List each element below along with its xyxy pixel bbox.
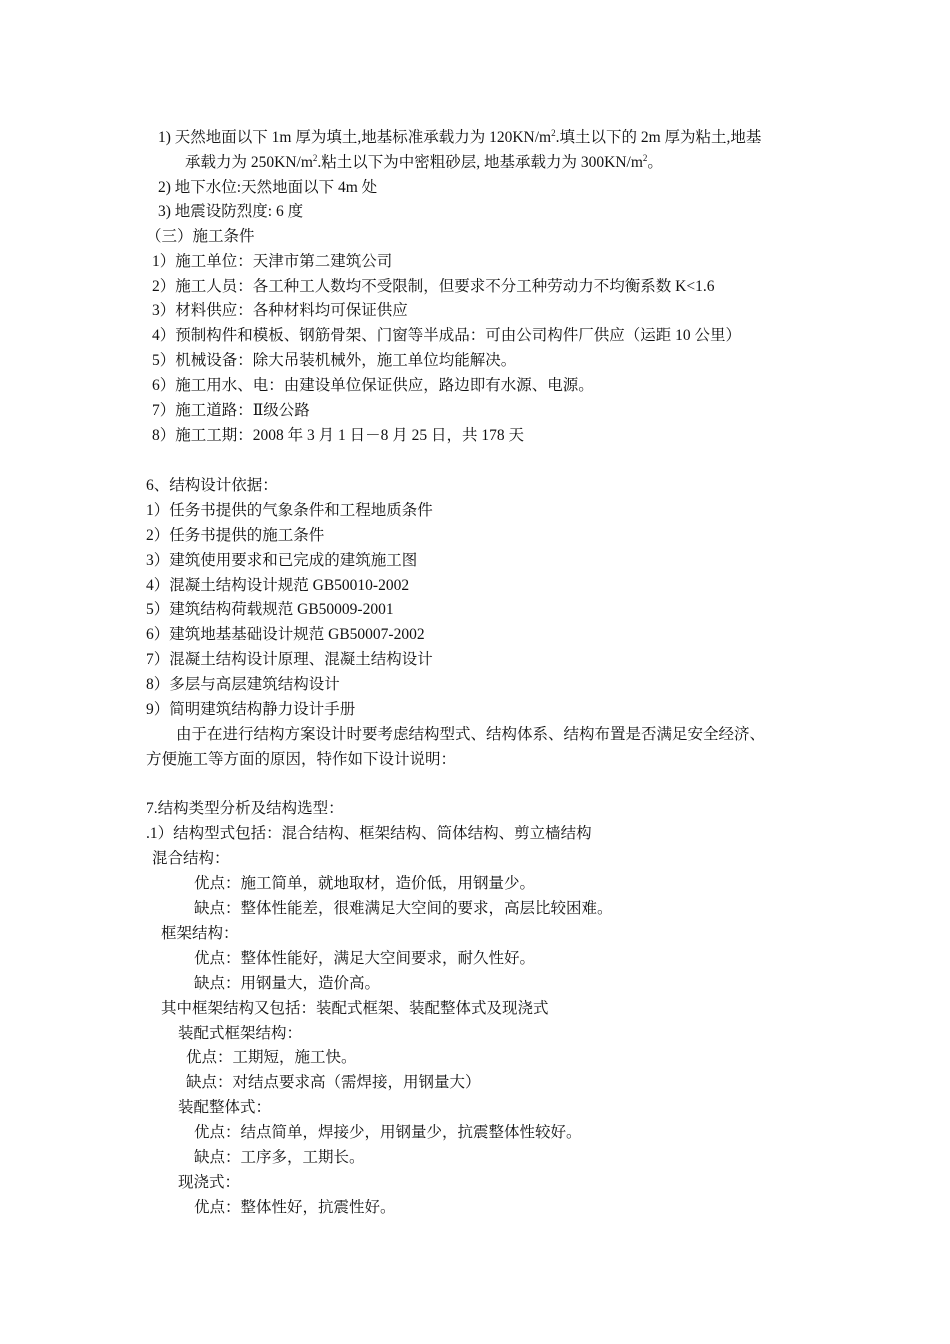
geology-item-2: 2) 地下水位:天然地面以下 4m 处 [158,179,378,196]
structure-type-intro: .1）结构型式包括：混合结构、框架结构、筒体结构、剪立樯结构 [146,825,592,842]
construction-condition-item: 7）施工道路：Ⅱ级公路 [152,402,310,419]
design-basis-item: 7）混凝土结构设计原理、混凝土结构设计 [146,651,433,668]
structure-type-heading: 7.结构类型分析及结构选型： [146,800,344,817]
mixed-structure-con: 缺点：整体性能差，很难满足大空间的要求，高层比较困难。 [194,900,613,917]
frame-structure-con: 缺点：用钢量大，造价高。 [194,975,381,992]
mixed-structure-title: 混合结构： [152,850,230,867]
integral-assembly-pro: 优点：结点简单，焊接少，用钢量少，抗震整体性较好。 [194,1124,582,1141]
construction-condition-item: 4）预制构件和模板、钢筋骨架、门窗等半成品：可由公司构件厂供应（运距 10 公里） [152,327,742,344]
construction-condition-item: 8）施工工期：2008 年 3 月 1 日－8 月 25 日，共 178 天 [152,427,525,444]
design-basis-item: 5）建筑结构荷载规范 GB50009-2001 [146,601,394,618]
design-basis-item: 9）简明建筑结构静力设计手册 [146,701,356,718]
design-basis-item: 6）建筑地基基础设计规范 GB50007-2002 [146,626,425,643]
prefab-frame-title: 装配式框架结构： [178,1025,303,1042]
construction-condition-item: 5）机械设备：除大吊装机械外，施工单位均能解决。 [152,352,517,369]
construction-condition-item: 3）材料供应：各种材料均可保证供应 [152,302,408,319]
frame-types-line: 其中框架结构又包括：装配式框架、装配整体式及现浇式 [161,1000,549,1017]
design-basis-paragraph-line-2: 方便施工等方面的原因，特作如下设计说明： [146,751,457,768]
design-basis-item: 2）任务书提供的施工条件 [146,527,325,544]
construction-condition-item: 1）施工单位：天津市第二建筑公司 [152,253,393,270]
design-basis-item: 3）建筑使用要求和已完成的建筑施工图 [146,552,418,569]
design-basis-paragraph-line-1: 由于在进行结构方案设计时要考虑结构型式、结构体系、结构布置是否满足安全经济、 [176,726,766,743]
geology-item-1-line-2: 承载力为 $250KN/m^2$.粘土以下为中密粗砂层, 地基承载力为 $300KN/m^2$。 [185,153,663,171]
design-basis-item: 4）混凝土结构设计规范 GB50010-2002 [146,577,410,594]
construction-condition-item: 6）施工用水、电：由建设单位保证供应，路边即有水源、电源。 [152,377,594,394]
frame-structure-pro: 优点：整体性能好，满足大空间要求，耐久性好。 [194,950,536,967]
integral-assembly-title: 装配整体式： [178,1099,272,1116]
geology-item-3: 3) 地震设防烈度: 6 度 [158,203,304,220]
frame-structure-title: 框架结构： [161,925,239,942]
design-basis-item: 1）任务书提供的气象条件和工程地质条件 [146,502,433,519]
prefab-frame-pro: 优点：工期短，施工快。 [186,1049,357,1066]
prefab-frame-con: 缺点：对结点要求高（需焊接，用钢量大） [186,1074,481,1091]
cast-in-place-title: 现浇式： [178,1174,241,1191]
cast-in-place-pro: 优点：整体性好，抗震性好。 [194,1199,396,1216]
construction-condition-item: 2）施工人员：各工种工人数均不受限制，但要求不分工种劳动力不均衡系数 K<1.6 [152,278,715,295]
design-basis-item: 8）多层与高层建筑结构设计 [146,676,340,693]
mixed-structure-pro: 优点：施工简单，就地取材，造价低，用钢量少。 [194,875,536,892]
construction-conditions-heading: （三）施工条件 [146,228,255,245]
geology-item-1-line-1: 1) 天然地面以下 1m 厚为填土,地基标准承载力为 $120KN/m^2$.填土以下的 2m 厚为粘土,地基 [158,128,762,146]
design-basis-heading: 6、结构设计依据： [146,477,278,494]
integral-assembly-con: 缺点：工序多，工期长。 [194,1149,365,1166]
